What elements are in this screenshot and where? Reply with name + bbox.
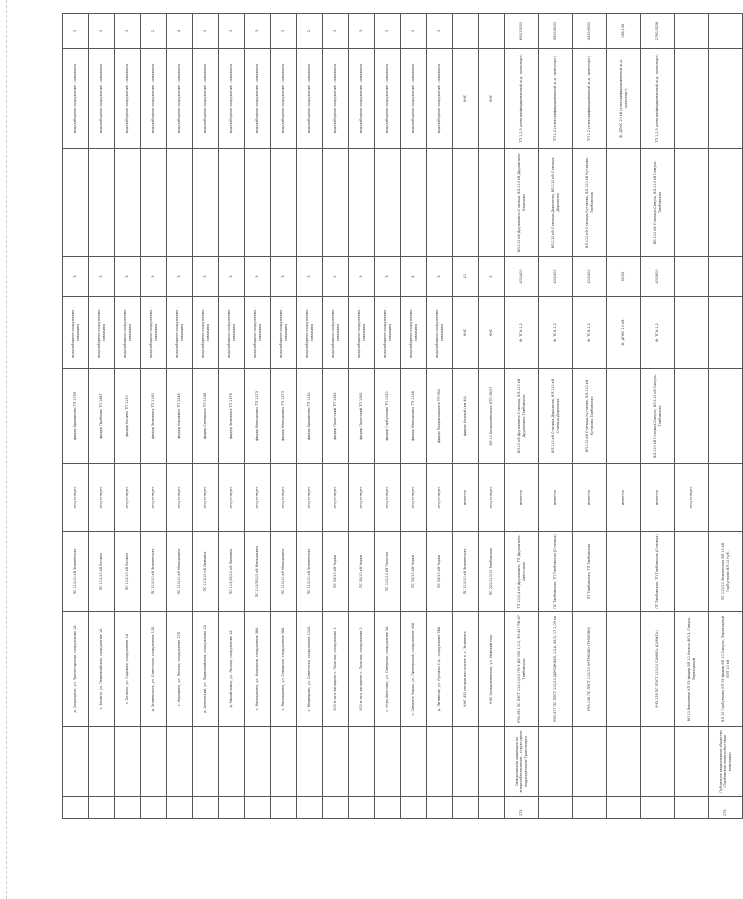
- table-cell: д. Литвинов, ул. Луговая С.А., сооружение 38А: [427, 612, 453, 727]
- table-cell: УЧЭ-377 ПС ЛЭСТ 110/10 ДОРОЖНАЯ, 11Ш, 45/0, 17 1,09 кв: [539, 612, 573, 727]
- table-cell: д. Знаменское, ул. Советская, сооружение 10Б: [141, 612, 167, 727]
- table-cell: имеется: [539, 464, 573, 532]
- table-cell: 3: [427, 14, 453, 49]
- table-cell: фидер Подманышкино ТП 952: [427, 369, 453, 464]
- table-row: [641, 14, 675, 819]
- table-cell: ПС 110/10 кВ Знаменская: [63, 532, 89, 612]
- table-cell: ПС Тамбовская, ТП Тамбовская (Станица): [539, 532, 573, 612]
- table-cell: [427, 727, 453, 797]
- table-cell: водозаборное сооружение - скважина: [63, 297, 89, 369]
- table-row: [323, 14, 349, 819]
- table-cell: Ф. ТСН-1,2: [641, 297, 675, 369]
- table-cell: водозаборное сооружение - скважина: [401, 49, 427, 149]
- table-cell: 3: [323, 14, 349, 49]
- table-cell: Ф. ТСН-1,2: [539, 297, 573, 369]
- table-cell: [709, 297, 743, 369]
- table-cell: водозаборное сооружение - скважина: [141, 297, 167, 369]
- table-row: [573, 14, 607, 819]
- table-cell: 500 м юго-западнее с. Пахотки, сооружение 1: [323, 612, 349, 727]
- table-cell: [323, 149, 349, 257]
- table-row: [271, 14, 297, 819]
- table-cell: [479, 797, 505, 819]
- table-cell: [709, 464, 743, 532]
- table-cell: [607, 532, 641, 612]
- table-cell: [349, 149, 375, 257]
- table-cell: 3: [115, 257, 141, 297]
- table-cell: 10: [453, 257, 479, 297]
- table-cell: [141, 797, 167, 819]
- table-cell: ТП 1,2,3 (электрифицированный ж.д. транспорт): [505, 49, 539, 149]
- table-cell: Ф. ДПКС 10 кВ (электрифицированный ж.д. транспорт): [607, 49, 641, 149]
- table-cell: отсутствует: [193, 464, 219, 532]
- table-row: [675, 14, 709, 819]
- table-cell: ТП 1,2,3 (электрифицированный ж.д. транспорт): [641, 49, 675, 149]
- table-cell: водозаборное сооружение - скважина: [401, 297, 427, 369]
- table-cell: [709, 14, 743, 49]
- table-cell: 3: [271, 257, 297, 297]
- table-cell: [427, 149, 453, 257]
- table-cell: фидер Знаменка ТП 1376: [219, 369, 245, 464]
- table-cell: водозаборное сооружение - скважина: [167, 49, 193, 149]
- table-cell: [675, 257, 709, 297]
- table-cell: [479, 727, 505, 797]
- table-cell: [297, 149, 323, 257]
- table-cell: 276: [709, 797, 743, 819]
- table-cell: [479, 149, 505, 257]
- table-cell: ВЛ 10 Вишневое КП 05 фидер ВЛ 10 Кальск ФП-3, Самусь, Переездный: [675, 612, 709, 727]
- table-cell: водозаборное сооружение - скважина: [63, 49, 89, 149]
- table-cell: КНС Большеменская, ул. Майский пер.: [479, 612, 505, 727]
- table-cell: ВЛ 110 кВ Станица-Кутяково, ВЛ-110 кВ Кутяково-Тамбовская: [573, 149, 607, 257]
- table-cell: 3: [115, 14, 141, 49]
- table-cell: с. Белино, ул. Первомайская, сооружение 1А: [89, 612, 115, 727]
- table-row: [479, 14, 505, 819]
- table-cell: ПС 110/10 кВ Манышкино: [167, 532, 193, 612]
- table-cell: ВЛ-10 кВ Дружинино-Станица, ВЛ-110 кВ Дружинино-Тамбовская: [505, 369, 539, 464]
- table-cell: 3: [63, 14, 89, 49]
- table-cell: водозаборное сооружение - скважина: [427, 297, 453, 369]
- table-cell: 2790/3228: [641, 14, 675, 49]
- table-cell: [193, 149, 219, 257]
- table-cell: фидер Манышкино ТП 1273: [245, 369, 271, 464]
- table-cell: отсутствует: [141, 464, 167, 532]
- table-cell: водозаборное сооружение - скважина: [349, 49, 375, 149]
- table-cell: ПС 110/35/10 кВ Манышкино: [245, 532, 271, 612]
- table-cell: фидер Пахотский ТП 1062: [349, 369, 375, 464]
- table-cell: ПС 220/110/10 Тамбовская: [479, 532, 505, 612]
- table-row: [607, 14, 641, 819]
- table-cell: 2: [297, 14, 323, 49]
- table-cell: 3: [297, 257, 323, 297]
- table-cell: [63, 797, 89, 819]
- table-cell: ВЛ-110 кВ Станица-Кутяково, ВЛ-110 кВ Кутяково-Тамбовская: [573, 369, 607, 464]
- table-cell: Ф. ДПКС 10 кВ: [607, 297, 641, 369]
- table-row: [401, 14, 427, 819]
- table-cell: ПТ Тамбовская, ТП Тамбовская (Станица): [641, 532, 675, 612]
- table-cell: 400/400: [573, 257, 607, 297]
- table-cell: отсутствует: [479, 464, 505, 532]
- table-cell: с. Утро-Хвостово, ул. Северная, сооружение 3А: [375, 612, 401, 727]
- table-cell: 275: [505, 797, 539, 819]
- table-cell: 3900/8200: [539, 14, 573, 49]
- table-cell: [219, 797, 245, 819]
- table-cell: КНС: [453, 49, 479, 149]
- table-cell: [401, 727, 427, 797]
- table-cell: ВЛ 10 Горбунково КП 05 фидер ВЛ 10 Самусь, Переездный ЛЭП 10 кВ: [709, 612, 743, 727]
- table-cell: [167, 727, 193, 797]
- table-cell: фидер Коровино ТП 2246: [167, 369, 193, 464]
- table-cell: [297, 727, 323, 797]
- table-cell: [271, 797, 297, 819]
- table-cell: водозаборное сооружение - скважина: [193, 49, 219, 149]
- table-cell: ВЛ-110 кВ Станица-Дорожная, ВЛ-110 кВ Станица-Дорожная: [539, 369, 573, 464]
- table-cell: 4: [167, 14, 193, 49]
- table-cell: ПС 110/10 кВ Белино: [89, 532, 115, 612]
- table-cell: [453, 149, 479, 257]
- table-cell: [479, 14, 505, 49]
- table-cell: КНС: [453, 297, 479, 369]
- table-cell: д. Скородное, ул. Пролетарская, сооружение 1А: [63, 612, 89, 727]
- table-row: [89, 14, 115, 819]
- table-cell: [245, 149, 271, 257]
- table-cell: КНС: [479, 297, 505, 369]
- table-cell: водозаборное сооружение - скважина: [427, 49, 453, 149]
- table-cell: [323, 797, 349, 819]
- table-cell: ПС 110/10 кВ Знаменская: [141, 532, 167, 612]
- table-cell: имеется: [573, 464, 607, 532]
- table-cell: отсутствует: [297, 464, 323, 532]
- table-cell: [167, 797, 193, 819]
- table-cell: [675, 149, 709, 257]
- table-cell: [401, 797, 427, 819]
- table-cell: УЧЭ-136 ПС ЛЭСТ 110/10 КУТЯКОВО (ТУЯКОВО): [573, 612, 607, 727]
- table-cell: водозаборное сооружение - скважина: [219, 297, 245, 369]
- table-cell: ПС 35/10 кВ Чорки: [401, 532, 427, 612]
- table-row: [709, 14, 743, 819]
- table-cell: [573, 727, 607, 797]
- table-cell: ВЛ-110 кВ Станица-Дорожная, ВЛ-110 кВ Станица-Дорожная: [539, 149, 573, 257]
- table-cell: ПС 35/10 кВ Чорки: [323, 532, 349, 612]
- table-cell: 3: [193, 257, 219, 297]
- table-cell: с. Манышкино, ул. Кооперов, сооружение 38А: [245, 612, 271, 727]
- table-cell: [675, 532, 709, 612]
- table-row: [453, 14, 479, 819]
- table-cell: [675, 369, 709, 464]
- table-cell: 3: [89, 257, 115, 297]
- table-cell: Ф. ТСН-1,2: [573, 297, 607, 369]
- table-cell: ПС 110/10 кВ Лимовка: [193, 532, 219, 612]
- table-cell: фидер Кочный (км 44): [453, 369, 479, 464]
- table-cell: отсутствует: [271, 464, 297, 532]
- table-cell: Ф. ТСН-1,2: [505, 297, 539, 369]
- table-cell: [193, 797, 219, 819]
- table-cell: ВЛ-110 кВ Станица-Самусь, ВЛ-110 кВ Самусь-Тамбовская: [641, 369, 675, 464]
- table-row: [167, 14, 193, 819]
- table-cell: ТП 1,2 (электрифицированный ж.д. транспорт): [573, 49, 607, 149]
- table-cell: отсутствует: [375, 464, 401, 532]
- table-cell: [675, 297, 709, 369]
- table-cell: [349, 727, 375, 797]
- table-row: [245, 14, 271, 819]
- table-cell: имеется: [505, 464, 539, 532]
- table-cell: 3: [375, 14, 401, 49]
- table-cell: водозаборное сооружение - скважина: [375, 49, 401, 149]
- table-row: [539, 14, 573, 819]
- table-cell: КНС 400 метров восточнее п. г. Знаменка: [453, 612, 479, 727]
- table-cell: водозаборное сооружение - скважина: [219, 49, 245, 149]
- table-cell: фидер Горбунково ТП 1030: [375, 369, 401, 464]
- table-cell: [193, 727, 219, 797]
- table-cell: отсутствует: [63, 464, 89, 532]
- table-cell: водозаборное сооружение - скважина: [375, 297, 401, 369]
- table-cell: 5: [479, 257, 505, 297]
- table-cell: [141, 727, 167, 797]
- table-cell: 3: [219, 14, 245, 49]
- table-cell: отсутствует: [89, 464, 115, 532]
- table-cell: 3: [193, 14, 219, 49]
- table-row: [193, 14, 219, 819]
- table-cell: отсутствует: [349, 464, 375, 532]
- table-cell: [709, 369, 743, 464]
- table-cell: имеется: [453, 464, 479, 532]
- table-cell: [401, 149, 427, 257]
- table-cell: отсутствует: [167, 464, 193, 532]
- table-cell: 300 м юго-западнее с. Пахотки, сооружение 2: [349, 612, 375, 727]
- table-cell: [675, 727, 709, 797]
- table-cell: [115, 727, 141, 797]
- table-cell: ТП 1,2 (электрифицированный ж.д. транспорт): [539, 49, 573, 149]
- table-cell: [271, 149, 297, 257]
- table-cell: водозаборное сооружение - скважина: [115, 49, 141, 149]
- table-cell: отсутствует: [115, 464, 141, 532]
- table-cell: [709, 149, 743, 257]
- table-cell: [167, 149, 193, 257]
- table-cell: [219, 149, 245, 257]
- table-cell: д. Михайловка, ул. Лесная, сооружение 1А: [219, 612, 245, 727]
- table-row: [375, 14, 401, 819]
- table-cell: отсутствует: [675, 464, 709, 532]
- table-cell: водозаборное сооружение - скважина: [115, 297, 141, 369]
- table-cell: УЧЭ-391 ПС ЛЗСТ 110/10/10 ПЧ-9 ДЭ 035 1,0-2, ЗН 40 ГРФ-67 Тамбовская: [505, 612, 539, 727]
- table-cell: водозаборное сооружение - скважина: [323, 49, 349, 149]
- table-cell: [375, 797, 401, 819]
- table-cell: ПТ Тамбовская, ТП Тамбовская: [573, 532, 607, 612]
- table-cell: фидер Бриминово ТП 1759: [63, 369, 89, 464]
- table-cell: [115, 149, 141, 257]
- table-body: [63, 14, 743, 819]
- table-cell: 3: [141, 257, 167, 297]
- table-row: [219, 14, 245, 819]
- table-cell: [539, 797, 573, 819]
- table-cell: [539, 727, 573, 797]
- table-cell: водозаборное сооружение - скважина: [193, 297, 219, 369]
- table-cell: с. Белино, ул. Садовая, сооружение 1А: [115, 612, 141, 727]
- table-cell: [141, 149, 167, 257]
- table-cell: 3: [401, 14, 427, 49]
- table-cell: 400/400: [539, 257, 573, 297]
- table-cell: [573, 797, 607, 819]
- table-cell: 2: [323, 257, 349, 297]
- table-cell: [375, 149, 401, 257]
- table-cell: 3: [219, 257, 245, 297]
- table-cell: [89, 727, 115, 797]
- table-cell: водозаборное сооружение - скважина: [323, 297, 349, 369]
- table-row: [505, 14, 539, 819]
- table-cell: ВЛ 10 Большеменская КТП 06/07: [479, 369, 505, 464]
- table-cell: КНС: [479, 49, 505, 149]
- table-cell: [675, 49, 709, 149]
- table-cell: водозаборное сооружение - скважина: [141, 49, 167, 149]
- table-cell: [89, 797, 115, 819]
- table-cell: 3: [89, 14, 115, 49]
- table-cell: [607, 612, 641, 727]
- table-row: [427, 14, 453, 819]
- table-row: [297, 14, 323, 819]
- table-cell: 2: [141, 14, 167, 49]
- table-cell: фидер Пробоево ТП 1487: [89, 369, 115, 464]
- table-cell: имеется: [607, 464, 641, 532]
- table-cell: ТП 10/0,4 кВ Дружинино, ТП Дружинино-Цветочная: [505, 532, 539, 612]
- power-supply-table: [62, 13, 743, 819]
- table-cell: ПС 110/10 кВ Манышкино: [271, 532, 297, 612]
- table-cell: [607, 369, 641, 464]
- table-cell: 3: [63, 257, 89, 297]
- table-cell: ПС 35/10 кВ Чорки: [427, 532, 453, 612]
- table-cell: водозаборное сооружение - скважина: [167, 297, 193, 369]
- table-cell: 136/136: [607, 14, 641, 49]
- table-cell: ВЛ-110 кВ Дружинино-Станица, ВЛ-110 кВ Дружинино-Березово: [505, 149, 539, 257]
- table-cell: фидер Белино ТП 1130: [115, 369, 141, 464]
- table-cell: ПС 110/10 кВ Знаменская: [453, 532, 479, 612]
- table-cell: [675, 797, 709, 819]
- table-cell: с. Медведово, ул. Советская, сооружение 100А: [297, 612, 323, 727]
- table-cell: 3: [375, 257, 401, 297]
- table-cell: Свердловская дирекция по энергообеспечению - структурное подразделение Трансэнерго: [505, 727, 539, 797]
- table-cell: [453, 14, 479, 49]
- table-cell: фидер Манышкино ТП 1146: [401, 369, 427, 464]
- table-cell: водозаборное сооружение - скважина: [89, 49, 115, 149]
- table-cell: отсутствует: [245, 464, 271, 532]
- table-cell: 3: [167, 257, 193, 297]
- table-cell: [297, 797, 323, 819]
- table-cell: отсутствует: [427, 464, 453, 532]
- table-cell: фидер Сепешино ТП 1168: [193, 369, 219, 464]
- table-cell: [115, 797, 141, 819]
- table-cell: ПС 110/10 Знаменская ВЛ 10 кВ Горбунково ВЛ 10 Куб.: [709, 532, 743, 612]
- table-cell: [427, 797, 453, 819]
- table-cell: фидер Знаменка ТП 1160: [141, 369, 167, 464]
- table-cell: [607, 727, 641, 797]
- table-cell: имеется: [641, 464, 675, 532]
- table-cell: [63, 149, 89, 257]
- table-cell: [607, 797, 641, 819]
- table-cell: водозаборное сооружение - скважина: [271, 49, 297, 149]
- table-cell: 650/19000: [505, 14, 539, 49]
- table-cell: [607, 149, 641, 257]
- table-cell: д. Аннинский, ул. Первомайская, сооружение 1Б: [193, 612, 219, 727]
- table-cell: 4: [401, 257, 427, 297]
- table-cell: ПС 110/10 кВ Пахотка: [375, 532, 401, 612]
- table-cell: 400/800: [641, 257, 675, 297]
- table-cell: ПС 110/10 кВ Знаменская: [297, 532, 323, 612]
- table-cell: [89, 149, 115, 257]
- table-cell: водозаборное сооружение - скважина: [245, 49, 271, 149]
- table-cell: [641, 727, 675, 797]
- table-cell: фидер Пахотский ТП 1062: [323, 369, 349, 464]
- table-cell: 3: [245, 257, 271, 297]
- table-row: [349, 14, 375, 819]
- table-cell: [323, 727, 349, 797]
- table-cell: с. Сведено Чорки, ул. Пионерской, сооружение 43А: [401, 612, 427, 727]
- table-cell: фидер Манышкино ТП 1273: [271, 369, 297, 464]
- table-cell: отсутствует: [219, 464, 245, 532]
- table-cell: [453, 727, 479, 797]
- table-cell: [641, 797, 675, 819]
- table-cell: водозаборное сооружение - скважина: [271, 297, 297, 369]
- table-row: [115, 14, 141, 819]
- table-cell: ВЛ-110 кВ Станица-Самусь, ВЛ-110 кВ Самусь-Тамбовская: [641, 149, 675, 257]
- table-cell: фидер Бриминово ТП 1181: [297, 369, 323, 464]
- table-cell: УЧЭ-139 ПС ЛЭСТ 110/10 САМУСЬ (САМУСЬ): [641, 612, 675, 727]
- table-cell: 92/92: [607, 257, 641, 297]
- table-cell: [63, 727, 89, 797]
- table-cell: 3: [349, 14, 375, 49]
- table-cell: 3: [427, 257, 453, 297]
- table-cell: с. Коровино, ул. Лесная, сооружение 27Б: [167, 612, 193, 727]
- table-cell: [219, 727, 245, 797]
- table-cell: [709, 257, 743, 297]
- table-cell: [675, 14, 709, 49]
- table-cell: отсутствует: [323, 464, 349, 532]
- table-cell: ПС 35/10 кВ Чорки: [349, 532, 375, 612]
- table-cell: 3: [271, 14, 297, 49]
- table-cell: 3: [245, 14, 271, 49]
- table-cell: ПС 110/10 кВ Белино: [115, 532, 141, 612]
- table-cell: [245, 797, 271, 819]
- table-cell: водозаборное сооружение - скважина: [89, 297, 115, 369]
- table-cell: водозаборное сооружение - скважина: [245, 297, 271, 369]
- table-cell: 4300/6500: [573, 14, 607, 49]
- table-cell: водозаборное сооружение - скважина: [297, 49, 323, 149]
- table-cell: [453, 797, 479, 819]
- table-cell: водозаборное сооружение - скважина: [349, 297, 375, 369]
- table-cell: водозаборное сооружение - скважина: [297, 297, 323, 369]
- table-cell: с. Манышкино, ул. Северная, сооружение 38А: [271, 612, 297, 727]
- table-cell: [349, 797, 375, 819]
- table-cell: 3: [349, 257, 375, 297]
- table-cell: [375, 727, 401, 797]
- table-cell: отсутствует: [401, 464, 427, 532]
- table-cell: [271, 727, 297, 797]
- table-row: [141, 14, 167, 819]
- table-cell: [709, 49, 743, 149]
- table-row: [63, 14, 89, 819]
- table-cell: 400/400: [505, 257, 539, 297]
- table-cell: [245, 727, 271, 797]
- table-cell: ПС 110/35/10 кВ Лимовка: [219, 532, 245, 612]
- table-cell: Публичное акционерное общество «Тамбовская энергосбытовая компания»: [709, 727, 743, 797]
